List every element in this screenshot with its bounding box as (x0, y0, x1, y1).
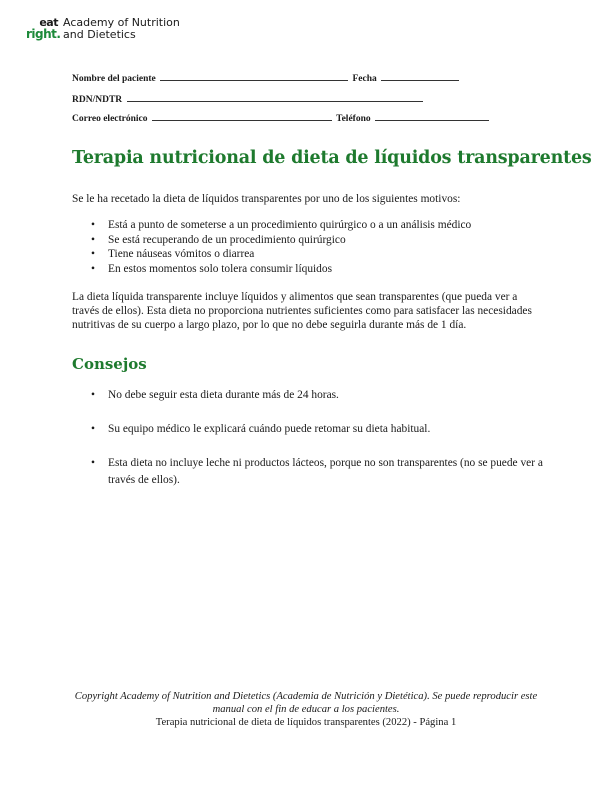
page-title: Terapia nutricional de dieta de líquidos transparentes (72, 148, 592, 168)
list-item: • Está a punto de someterse a un procedimiento quirúrgico o a un análisis médico (108, 218, 471, 233)
eatright-logo-mark (26, 17, 60, 43)
field-row-rdn (72, 93, 425, 105)
field-row-email (72, 112, 491, 124)
list-item: • Tiene náuseas vómitos o diarrea (108, 247, 471, 262)
tip-item: • Esta dieta no incluye leche ni productos lácteos, porque no son transparentes (no se puede ver a través de ellos). (108, 455, 548, 489)
logo-line-2: and Dietetics (63, 28, 136, 41)
date-blank[interactable] (381, 72, 459, 81)
footer-page-number: Terapia nutricional de dieta de líquidos transparentes (2022) - Página 1 (155, 717, 457, 728)
tips-heading: Consejos (72, 355, 147, 373)
footer (70, 690, 542, 729)
reasons-list (72, 218, 471, 276)
list-item: • En estos momentos solo tolera consumir líquidos (108, 262, 471, 277)
phone-blank[interactable] (375, 112, 489, 121)
logo-right-text: right. (26, 27, 61, 41)
logo (26, 17, 180, 43)
field-row-name (72, 72, 461, 84)
patient-name-blank[interactable] (160, 72, 348, 81)
patient-name-label: Nombre del paciente (72, 74, 156, 84)
email-blank[interactable] (152, 112, 332, 121)
phone-label: Teléfono (336, 114, 371, 124)
email-label: Correo electrónico (72, 114, 148, 124)
footer-copyright: Copyright Academy of Nutrition and Dietetics (Academia de Nutrición y Dietética). Se puede reproducir este manual con el fin de educar a los pacientes. (74, 691, 538, 715)
tip-item: • No debe seguir esta dieta durante más de 24 horas. (108, 387, 548, 404)
date-label: Fecha (352, 74, 377, 84)
description-text: La dieta líquida transparente incluye líquidos y alimentos que sean transparentes (que pueda ver a través de ellos). Esta dieta no proporciona nutrientes suficientes como para satisfacer las necesidades nutritivas de su cuerpo a largo plazo, por lo que no debe seguirla durante más de 1 día. (72, 291, 532, 331)
list-item: • Se está recuperando de un procedimiento quirúrgico (108, 233, 471, 248)
logo-org-name (63, 17, 180, 41)
tip-item: • Su equipo médico le explicará cuándo puede retomar su dieta habitual. (108, 421, 548, 438)
intro-text: Se le ha recetado la dieta de líquidos transparentes por uno de los siguientes motivos: (72, 193, 461, 205)
rdn-blank[interactable] (127, 93, 423, 102)
logo-line-1: Academy of Nutrition (63, 16, 180, 29)
logo-eat-text: eat (39, 16, 58, 29)
rdn-label: RDN/NDTR (72, 95, 123, 105)
